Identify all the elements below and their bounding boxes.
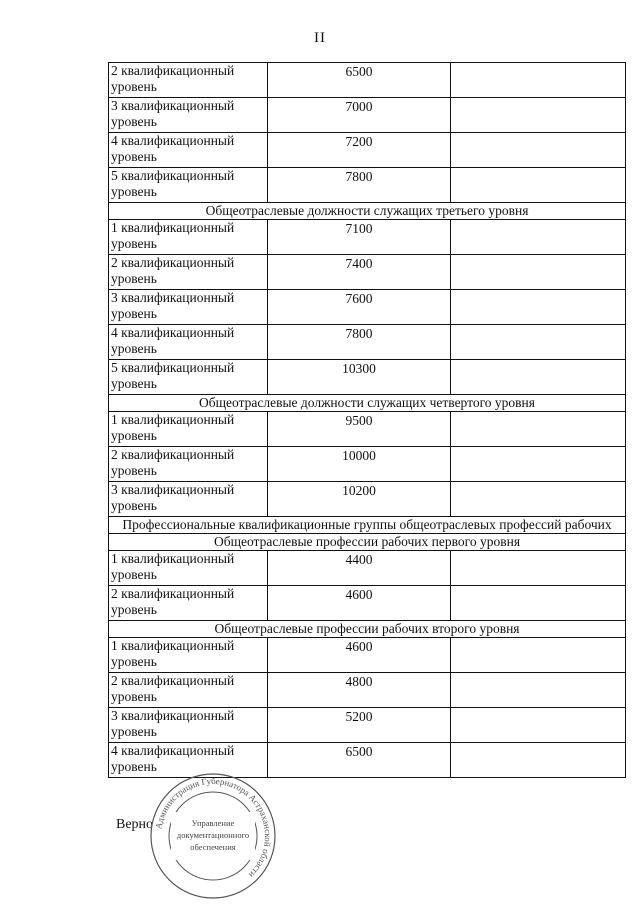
empty-cell — [451, 586, 626, 621]
empty-cell — [451, 360, 626, 395]
stamp-outer-text-path: Администрация Губернатора Астраханской области — [153, 775, 274, 880]
qualification-level-cell: 2 квалификационный уровень — [109, 586, 268, 621]
qualification-level-cell: 3 квалификационный уровень — [109, 708, 268, 743]
salary-amount-cell: 7000 — [268, 98, 451, 133]
section-header: Общеотраслевые должности служащих третьего уровня — [109, 203, 626, 220]
empty-cell — [451, 290, 626, 325]
table-row — [109, 586, 626, 621]
section-header-row — [109, 534, 626, 551]
section-header-row — [109, 395, 626, 412]
stamp-inner-line: обеспечения — [190, 842, 236, 852]
empty-cell — [451, 168, 626, 203]
qualification-level-cell: 4 квалификационный уровень — [109, 325, 268, 360]
empty-cell — [451, 412, 626, 447]
salary-amount-cell: 10000 — [268, 447, 451, 482]
qualification-level-cell: 3 квалификационный уровень — [109, 482, 268, 517]
empty-cell — [451, 551, 626, 586]
empty-cell — [451, 220, 626, 255]
table-row — [109, 63, 626, 98]
table-row — [109, 255, 626, 290]
salary-amount-cell: 4400 — [268, 551, 451, 586]
salary-amount-cell: 5200 — [268, 708, 451, 743]
empty-cell — [451, 482, 626, 517]
table-row — [109, 708, 626, 743]
salary-amount-cell: 7600 — [268, 290, 451, 325]
table-row — [109, 360, 626, 395]
group-header-row — [109, 517, 626, 534]
qualification-level-cell: 2 квалификационный уровень — [109, 255, 268, 290]
table-row — [109, 638, 626, 673]
qualification-level-cell: 1 квалификационный уровень — [109, 220, 268, 255]
page-number: II — [314, 30, 326, 46]
stamp-inner-line: документационного — [176, 830, 250, 840]
salary-amount-cell: 10300 — [268, 360, 451, 395]
empty-cell — [451, 63, 626, 98]
empty-cell — [451, 638, 626, 673]
salary-amount-cell: 7200 — [268, 133, 451, 168]
salary-amount-cell: 10200 — [268, 482, 451, 517]
salary-amount-cell: 9500 — [268, 412, 451, 447]
salary-amount-cell: 7800 — [268, 325, 451, 360]
qualification-level-cell: 4 квалификационный уровень — [109, 743, 268, 778]
qualification-level-cell: 3 квалификационный уровень — [109, 290, 268, 325]
empty-cell — [451, 325, 626, 360]
qualification-level-cell: 3 квалификационный уровень — [109, 98, 268, 133]
table-row — [109, 447, 626, 482]
section-header-row — [109, 621, 626, 638]
table-row — [109, 551, 626, 586]
qualification-level-cell: 1 квалификационный уровень — [109, 412, 268, 447]
empty-cell — [451, 708, 626, 743]
empty-cell — [451, 743, 626, 778]
table-row — [109, 673, 626, 708]
qualification-level-cell: 2 квалификационный уровень — [109, 63, 268, 98]
section-header: Общеотраслевые профессии рабочих первого уровня — [109, 534, 626, 551]
qualification-level-cell: 4 квалификационный уровень — [109, 133, 268, 168]
group-header: Профессиональные квалификационные группы общеотраслевых профессий рабочих — [109, 517, 626, 534]
table-row — [109, 220, 626, 255]
salary-table — [108, 62, 626, 778]
qualification-level-cell: 5 квалификационный уровень — [109, 360, 268, 395]
qualification-level-cell: 1 квалификационный уровень — [109, 551, 268, 586]
salary-amount-cell: 7800 — [268, 168, 451, 203]
official-stamp — [147, 772, 279, 900]
section-header: Общеотраслевые должности служащих четвертого уровня — [109, 395, 626, 412]
table-row — [109, 290, 626, 325]
empty-cell — [451, 673, 626, 708]
empty-cell — [451, 133, 626, 168]
qualification-level-cell: 2 квалификационный уровень — [109, 673, 268, 708]
table-row — [109, 325, 626, 360]
section-header-row — [109, 203, 626, 220]
salary-amount-cell: 4600 — [268, 586, 451, 621]
salary-amount-cell: 6500 — [268, 63, 451, 98]
salary-amount-cell: 4600 — [268, 638, 451, 673]
empty-cell — [451, 98, 626, 133]
section-header: Общеотраслевые профессии рабочих второго уровня — [109, 621, 626, 638]
table-row — [109, 412, 626, 447]
qualification-level-cell: 2 квалификационный уровень — [109, 447, 268, 482]
certification-text: Верно — [116, 817, 154, 832]
salary-amount-cell: 6500 — [268, 743, 451, 778]
table-row — [109, 98, 626, 133]
table-row — [109, 168, 626, 203]
salary-amount-cell: 4800 — [268, 673, 451, 708]
empty-cell — [451, 447, 626, 482]
table-row — [109, 482, 626, 517]
qualification-level-cell: 5 квалификационный уровень — [109, 168, 268, 203]
salary-amount-cell: 7400 — [268, 255, 451, 290]
qualification-level-cell: 1 квалификационный уровень — [109, 638, 268, 673]
table-row — [109, 133, 626, 168]
salary-amount-cell: 7100 — [268, 220, 451, 255]
empty-cell — [451, 255, 626, 290]
stamp-inner-line: Управление — [191, 818, 235, 828]
